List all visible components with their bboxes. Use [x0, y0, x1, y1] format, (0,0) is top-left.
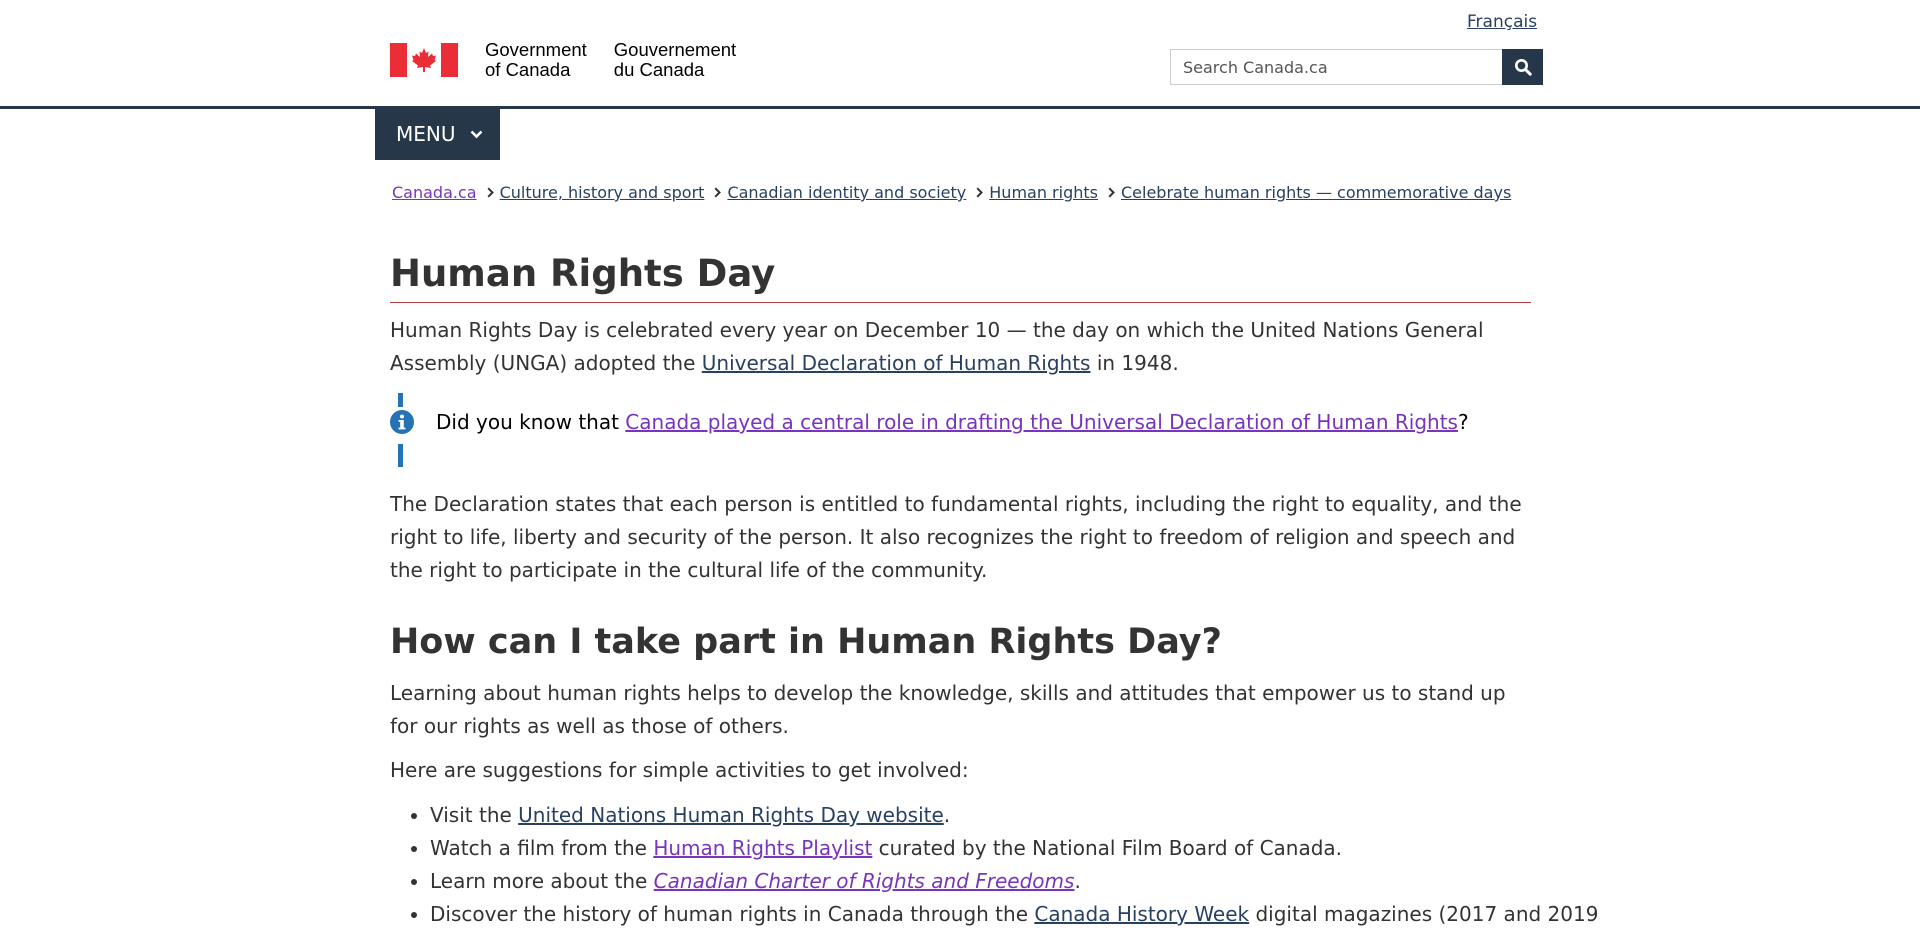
list-item: • Watch a film from the Human Rights Playlist curated by the National Film Board of Canada.	[430, 832, 1571, 865]
breadcrumb-link-identity[interactable]: Canadian identity and society	[727, 183, 967, 202]
list-item: • Learn more about the Canadian Charter of Rights and Freedoms.	[430, 865, 1571, 898]
breadcrumb	[392, 183, 1511, 202]
breadcrumb-link-culture[interactable]: Culture, history and sport	[499, 183, 705, 202]
site-header	[0, 0, 1920, 109]
info-icon	[390, 410, 414, 434]
search-icon	[1514, 58, 1532, 76]
human-rights-playlist-link[interactable]: Human Rights Playlist	[653, 836, 873, 860]
list-item: • Visit the United Nations Human Rights Day website.	[430, 799, 1571, 832]
government-of-canada-text: Government of Canada	[485, 39, 587, 80]
list-item: • Discover the history of human rights in Canada through the Canada History Week digital magazines (2017 and 2019	[430, 898, 1571, 931]
government-signature[interactable]	[390, 40, 736, 80]
chevron-right-icon	[976, 187, 983, 198]
udhr-link[interactable]: Universal Declaration of Human Rights	[701, 351, 1091, 375]
search-button[interactable]	[1502, 49, 1543, 85]
canada-flag-icon	[390, 43, 458, 77]
chevron-down-icon	[470, 130, 483, 139]
declaration-paragraph: The Declaration states that each person is entitled to fundamental rights, including the right to equality, and the right to life, liberty and security of the person. It also recognizes the right to freedom of religion and speech and the right to participate in the cultural life of the community.	[390, 492, 1522, 582]
chevron-right-icon	[1108, 187, 1115, 198]
alert-text: Did you know that Canada played a central role in drafting the Universal Declaration of Human Rights?	[436, 410, 1469, 434]
language-toggle-link[interactable]: Français	[1467, 12, 1538, 32]
page-title: Human Rights Day	[390, 252, 1531, 303]
breadcrumb-link-canada[interactable]: Canada.ca	[392, 183, 477, 202]
learning-paragraph: Learning about human rights helps to develop the knowledge, skills and attitudes that empower us to stand up for our rights as well as those of others.	[390, 681, 1506, 738]
activities-list	[390, 799, 1599, 931]
chevron-right-icon	[714, 187, 721, 198]
breadcrumb-link-human-rights[interactable]: Human rights	[989, 183, 1098, 202]
canada-role-udhr-link[interactable]: Canada played a central role in drafting the Universal Declaration of Human Rights	[625, 410, 1458, 434]
search-input[interactable]	[1170, 49, 1502, 85]
chevron-right-icon	[487, 187, 494, 198]
info-alert	[398, 393, 1531, 467]
intro-paragraph: Human Rights Day is celebrated every year on December 10 — the day on which the United Nations General Assembly (UNGA) adopted the Universal Declaration of Human Rights in 1948.	[390, 318, 1484, 375]
un-human-rights-day-link[interactable]: United Nations Human Rights Day website	[518, 803, 944, 827]
site-search	[1170, 49, 1543, 85]
main-menu-button[interactable]	[375, 108, 500, 160]
gouvernement-du-canada-text: Gouvernement du Canada	[613, 39, 737, 80]
canada-history-week-link[interactable]: Canada History Week	[1034, 902, 1250, 926]
section-heading: How can I take part in Human Rights Day?	[390, 622, 1222, 662]
breadcrumb-link-commemorative-days[interactable]: Celebrate human rights — commemorative days	[1120, 183, 1512, 202]
charter-link[interactable]: Canadian Charter of Rights and Freedoms	[653, 869, 1075, 893]
suggestions-intro: Here are suggestions for simple activities to get involved:	[390, 758, 969, 782]
menu-label: MENU	[396, 122, 456, 146]
